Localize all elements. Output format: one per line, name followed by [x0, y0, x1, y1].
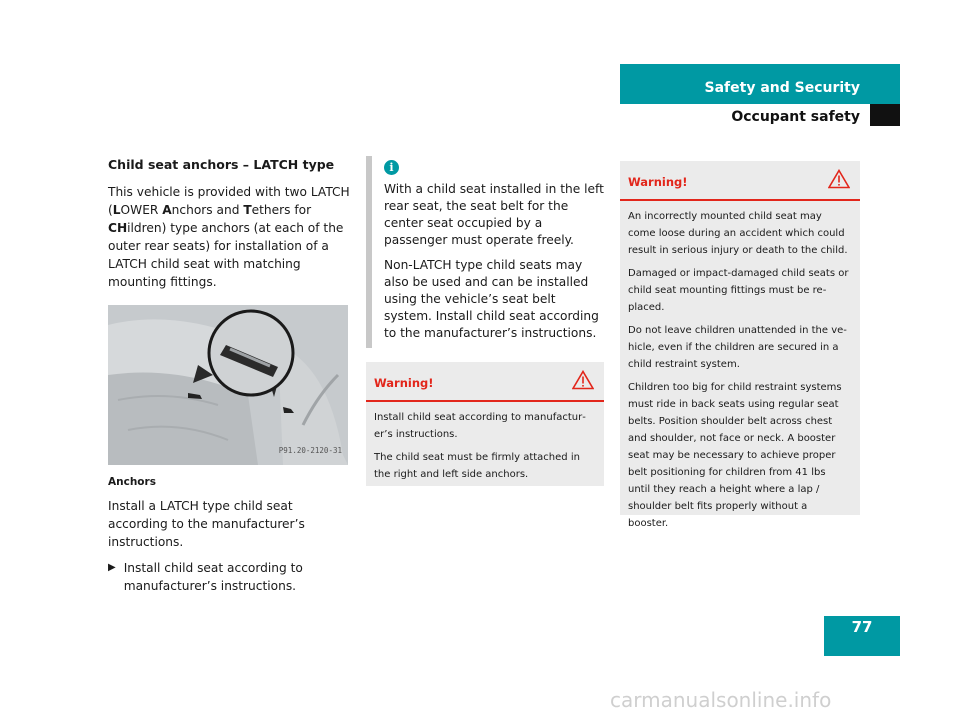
- latch-intro: This vehicle is provided with two LATCH (LOWER Anchors and Tethers for CHildren) type anchors (at each of the outer rear seats) for installation of a LATCH child seat with matching mounting fittings.: [108, 185, 350, 289]
- warning-body: [366, 402, 604, 495]
- info-paragraph-1: With a child seat installed in the left rear seat, the seat belt for the center seat occupied by a passenger must operate freely.: [384, 182, 604, 247]
- warning-body: [620, 201, 860, 544]
- warning-triangle-icon: [828, 169, 850, 189]
- bullet-text: Install child seat according to manufacturer’s instructions.: [123, 561, 303, 593]
- instruction-bullet: [108, 559, 352, 595]
- section-header-band: [620, 64, 900, 104]
- bullet-arrow-icon: ▶: [108, 562, 116, 573]
- figure-caption: Anchors: [108, 476, 156, 488]
- warning-paragraph-4: Children too big for child restraint systems must ride in back seats using regular seat belts. Position shoulder belt across chest and shoulder, not face or neck. A booster seat may be necessary to achieve proper belt positioning for children from 41 lbs until they reach a height where a lap / shoulder belt fits properly without a booster.: [628, 382, 842, 529]
- page-number: 77: [824, 616, 900, 656]
- install-text: Install a LATCH type child seat according to the manufacturer’s instructions.: [108, 499, 305, 549]
- warning-title: Warning!: [374, 376, 434, 390]
- warning-header: [620, 161, 860, 201]
- warning-box-install: [366, 362, 604, 486]
- subsection-header: [620, 104, 900, 126]
- header-marker-block: [870, 104, 900, 126]
- subsection-title: Occupant safety: [731, 109, 860, 125]
- section-title: Safety and Security: [704, 80, 860, 96]
- seat-anchor-illustration: [108, 305, 348, 465]
- warning-title: Warning!: [628, 175, 688, 189]
- warning-box-child-safety: [620, 161, 860, 529]
- info-note: [366, 156, 606, 348]
- info-icon: i: [384, 160, 399, 175]
- warning-paragraph-2: Damaged or impact-damaged child seats or child seat mounting fittings must be replaced.: [628, 268, 849, 313]
- left-column: [108, 156, 352, 595]
- latch-heading: Child seat anchors – LATCH type: [108, 157, 335, 172]
- warning-paragraph-3: Do not leave children unattended in the vehicle, even if the children are secured in a child restraint system.: [628, 325, 847, 370]
- watermark: carmanualsonline.info: [610, 688, 832, 712]
- photo-reference-code: P91.20-2120-31: [278, 446, 342, 455]
- warning-header: [366, 362, 604, 402]
- info-paragraph-2: Non-LATCH type child seats may also be used and can be installed using the vehicle’s seat belt system. Install child seat according to the manufacturer’s instructions.: [384, 258, 599, 340]
- middle-column: [366, 156, 606, 348]
- warning-paragraph-2: The child seat must be firmly attached in the right and left side anchors.: [374, 452, 580, 480]
- warning-triangle-icon: [572, 370, 594, 390]
- warning-paragraph-1: An incorrectly mounted child seat may come loose during an accident which could result in serious injury or death to the child.: [628, 211, 848, 256]
- warning-paragraph-1: Install child seat according to manufacturer’s instructions.: [374, 412, 586, 440]
- anchors-photo: [108, 305, 348, 465]
